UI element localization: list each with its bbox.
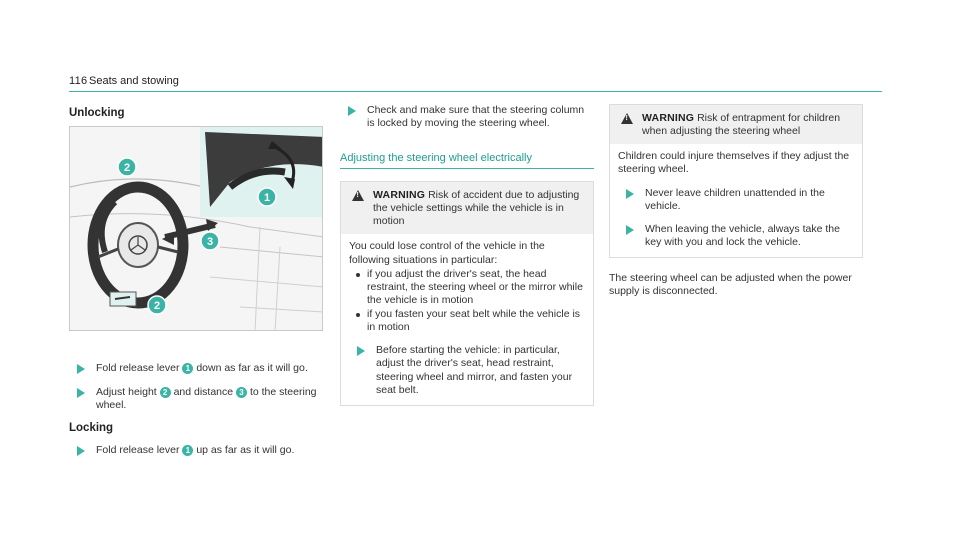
callout-3	[201, 232, 219, 250]
warning-body	[341, 234, 593, 404]
warning-title: Risk of accident due to adjusting the vehicle settings while the vehicle is in motion	[373, 189, 580, 228]
callout-1	[258, 188, 276, 206]
warning-step: Never leave children unattended in the vehicle.	[618, 187, 854, 213]
steering-wheel-illustration	[69, 126, 323, 331]
warning-bullet: if you fasten your seat belt while the vehicle is in motion	[349, 308, 585, 334]
unlocking-heading: Unlocking	[69, 107, 125, 119]
warning-box-entrapment	[609, 104, 863, 258]
section-title-adjusting: Adjusting the steering wheel electrically	[340, 152, 594, 169]
warning-label: WARNING	[373, 189, 426, 201]
locking-heading: Locking	[69, 421, 114, 434]
warning-label: WARNING	[642, 112, 695, 124]
bullet-dot-icon	[356, 313, 360, 317]
svg-text:2: 2	[153, 300, 161, 312]
warning-icon	[352, 190, 364, 201]
step-adjust: Adjust height 2 and distance 3 to the steering wheel.	[69, 386, 323, 412]
step-arrow-icon	[348, 106, 356, 116]
step-check-locked: Check and make sure that the steering column is locked by moving the steering wheel.	[340, 104, 594, 130]
bullet-dot-icon	[356, 273, 360, 277]
power-supply-note: The steering wheel can be adjusted when the power supply is disconnected.	[609, 272, 852, 298]
steering-column-drawing	[70, 127, 323, 331]
step-arrow-icon	[77, 364, 85, 374]
step-arrow-icon	[77, 446, 85, 456]
column-left	[69, 100, 323, 457]
step-arrow-icon	[357, 346, 365, 356]
step-fold-up: Fold release lever 1 up as far as it will go.	[69, 444, 323, 457]
step-arrow-icon	[626, 225, 634, 235]
svg-text:2: 2	[123, 162, 131, 174]
section-name: Seats and stowing	[89, 75, 179, 87]
callout-2-top	[118, 158, 136, 176]
num-badge-3: 3	[236, 387, 247, 398]
svg-text:3: 3	[206, 236, 214, 248]
warning-bullet: if you adjust the driver's seat, the head restraint, the steering wheel or the mirror while the vehicle is in motion	[349, 268, 585, 307]
step-fold-down: Fold release lever 1 down as far as it will go.	[69, 362, 323, 375]
page-header	[69, 70, 882, 92]
warning-text: Children could injure themselves if they adjust the steering wheel.	[618, 150, 850, 176]
column-right	[609, 100, 863, 298]
warning-title: Risk of entrapment for children when adjusting the steering wheel	[642, 112, 841, 138]
num-badge-1: 1	[182, 363, 193, 374]
warning-header	[610, 105, 862, 144]
warning-intro: You could lose control of the vehicle in the following situations in particular:	[349, 240, 545, 266]
num-badge-2: 2	[160, 387, 171, 398]
warning-step: When leaving the vehicle, always take the key with you and lock the vehicle.	[618, 223, 854, 249]
warning-header	[341, 182, 593, 234]
warning-icon	[621, 113, 633, 124]
svg-text:1: 1	[263, 192, 271, 204]
warning-step: Before starting the vehicle: in particular, adjust the driver's seat, head restraint, steering wheel and mirror, and fasten your seat belt.	[349, 344, 585, 397]
num-badge-1: 1	[182, 445, 193, 456]
warning-box-accident	[340, 181, 594, 406]
step-arrow-icon	[77, 388, 85, 398]
warning-body	[610, 144, 862, 257]
page-number: 116	[69, 75, 88, 87]
callout-2-bottom	[148, 296, 166, 314]
column-middle	[340, 100, 594, 406]
step-arrow-icon	[626, 189, 634, 199]
